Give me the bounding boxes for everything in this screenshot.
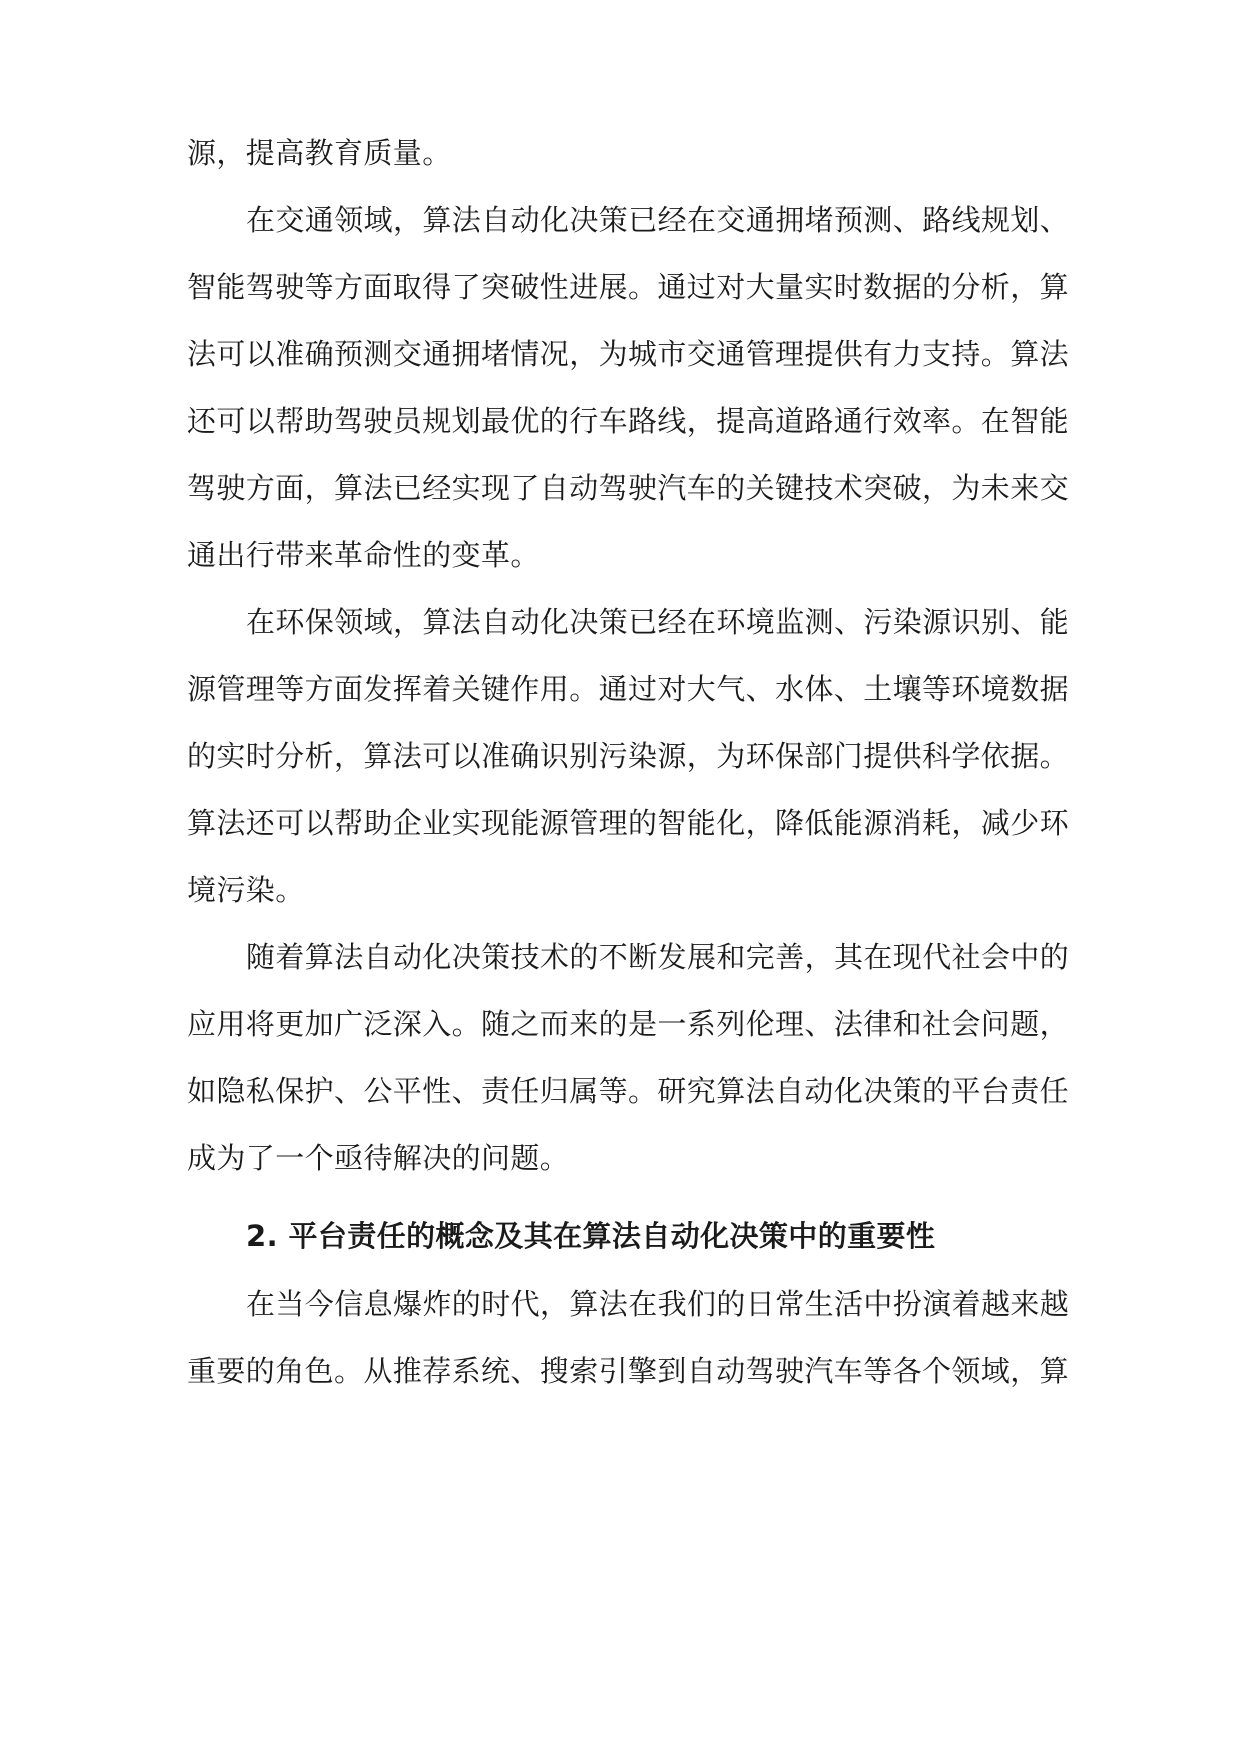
paragraph-3-line-2: 源管理等方面发挥着关键作用。通过对大气、水体、土壤等环境数据 bbox=[187, 672, 1070, 706]
paragraph-5-line-2: 重要的角色。从推荐系统、搜索引擎到自动驾驶汽车等各个领域，算 bbox=[187, 1354, 1070, 1388]
paragraph-1-line-1: 源，提高教育质量。 bbox=[187, 136, 452, 170]
paragraph-3-line-3: 的实时分析，算法可以准确识别污染源，为环保部门提供科学依据。 bbox=[187, 739, 1070, 773]
paragraph-3-line-4: 算法还可以帮助企业实现能源管理的智能化，降低能源消耗，减少环 bbox=[187, 806, 1070, 840]
paragraph-2-line-2: 智能驾驶等方面取得了突破性进展。通过对大量实时数据的分析，算 bbox=[187, 270, 1070, 304]
paragraph-4-line-4: 成为了一个亟待解决的问题。 bbox=[187, 1141, 570, 1175]
paragraph-2-line-6: 通出行带来革命性的变革。 bbox=[187, 538, 540, 572]
paragraph-4-line-2: 应用将更加广泛深入。随之而来的是一系列伦理、法律和社会问题， bbox=[187, 1007, 1070, 1041]
paragraph-2-line-1: 在交通领域，算法自动化决策已经在交通拥堵预测、路线规划、 bbox=[246, 203, 1070, 237]
paragraph-3-line-5: 境污染。 bbox=[187, 873, 305, 907]
paragraph-4-line-1: 随着算法自动化决策技术的不断发展和完善，其在现代社会中的 bbox=[246, 940, 1070, 974]
section-heading: 2. 平台责任的概念及其在算法自动化决策中的重要性 bbox=[246, 1219, 936, 1253]
paragraph-5-line-1: 在当今信息爆炸的时代，算法在我们的日常生活中扮演着越来越 bbox=[246, 1287, 1070, 1321]
paragraph-2-line-3: 法可以准确预测交通拥堵情况，为城市交通管理提供有力支持。算法 bbox=[187, 337, 1070, 371]
paragraph-2-line-4: 还可以帮助驾驶员规划最优的行车路线，提高道路通行效率。在智能 bbox=[187, 404, 1070, 438]
paragraph-4-line-3: 如隐私保护、公平性、责任归属等。研究算法自动化决策的平台责任 bbox=[187, 1074, 1070, 1108]
paragraph-3-line-1: 在环保领域，算法自动化决策已经在环境监测、污染源识别、能 bbox=[246, 605, 1070, 639]
paragraph-2-line-5: 驾驶方面，算法已经实现了自动驾驶汽车的关键技术突破，为未来交 bbox=[187, 471, 1070, 505]
